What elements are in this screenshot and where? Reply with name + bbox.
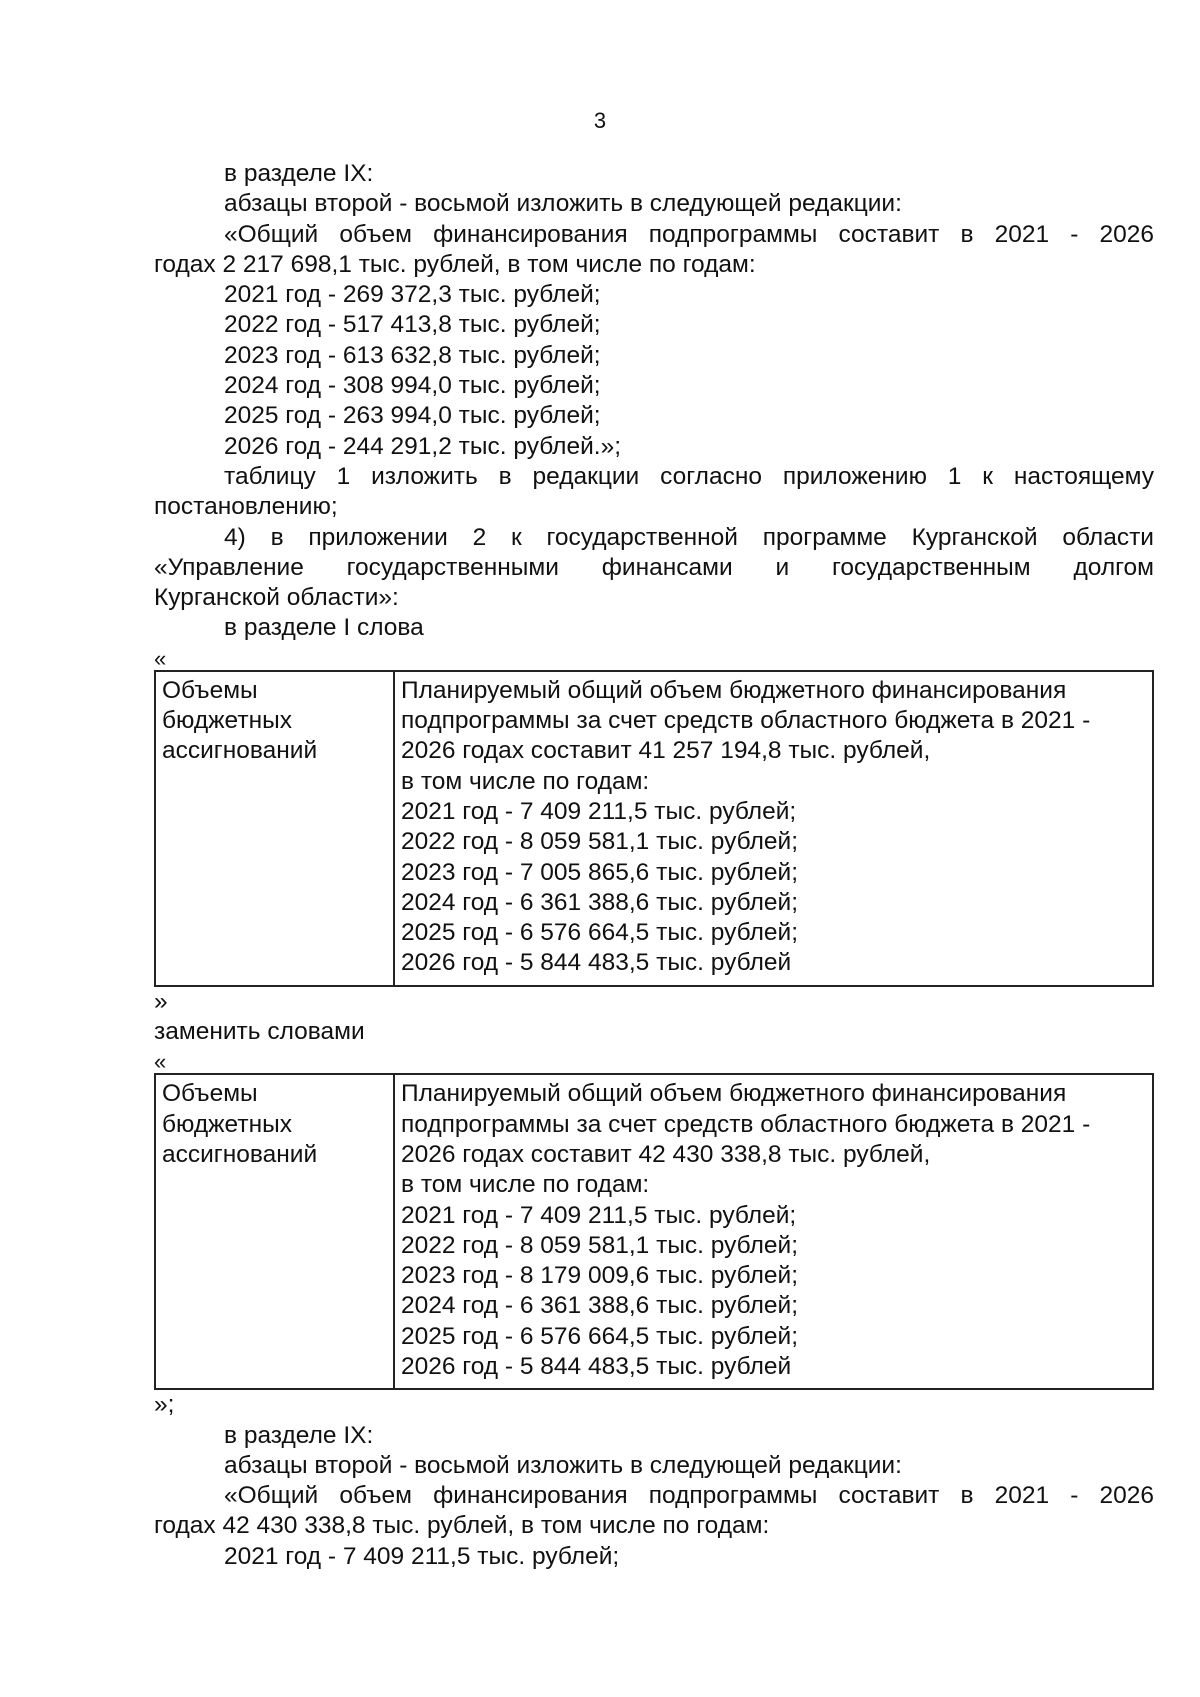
table-text-line: Планируемый общий объем бюджетного финансирования: [401, 1080, 1067, 1108]
section-heading: в разделе IX:: [224, 160, 374, 187]
table-text-line: 2021 год - 7 409 211,5 тыс. рублей;: [401, 797, 797, 825]
page-number: 3: [593, 108, 607, 133]
table-text-line: 2022 год - 8 059 581,1 тыс. рублей;: [401, 1231, 799, 1259]
table-text-line: 2026 год - 5 844 483,5 тыс. рублей: [401, 949, 792, 977]
quote-open-mark: «: [154, 645, 167, 671]
year-line: 2023 год - 613 632,8 тыс. рублей;: [224, 341, 601, 369]
section-words: в разделе I слова: [224, 614, 424, 642]
total-financing-line: «Общий объем финансирования подпрограммы составит в 2021 - 2026: [224, 220, 1154, 248]
table-text-line: 2024 год - 6 361 388,6 тыс. рублей;: [401, 888, 799, 916]
table-text-line: 2023 год - 7 005 865,6 тыс. рублей;: [401, 858, 799, 886]
table-instruction: таблицу 1 изложить в редакции согласно приложению 1 к настоящему: [224, 462, 1154, 490]
table-text-line: 2026 годах составит 42 430 338,8 тыс. рублей,: [401, 1140, 931, 1168]
table-text-line: 2025 год - 6 576 664,5 тыс. рублей;: [401, 1322, 799, 1350]
table-text-line: 2021 год - 7 409 211,5 тыс. рублей;: [401, 1201, 797, 1229]
table-label-line: Объемы: [162, 676, 258, 704]
quote-close-mark: »;: [154, 1391, 175, 1419]
table-label-line: ассигнований: [162, 1140, 318, 1168]
table-instruction: постановлению;: [154, 493, 338, 521]
table-text-line: 2026 год - 5 844 483,5 тыс. рублей: [401, 1352, 792, 1380]
table-text-line: в том числе по годам:: [401, 1171, 650, 1199]
old-budget-table: [154, 670, 1154, 987]
table-label-line: Объемы: [162, 1080, 258, 1108]
table-label-line: бюджетных: [162, 707, 292, 735]
table-text-line: 2022 год - 8 059 581,1 тыс. рублей;: [401, 828, 799, 856]
table-label-line: ассигнований: [162, 737, 318, 765]
table-text-cell: [394, 671, 1153, 986]
instruction-text: абзацы второй - восьмой изложить в следующей редакции:: [224, 190, 902, 218]
section-heading: в разделе IX:: [224, 1421, 374, 1449]
table-text-line: подпрограммы за счет средств областного бюджета в 2021 -: [401, 707, 1091, 735]
item-4-text: Курганской области»:: [154, 584, 399, 612]
total-financing-line: годах 42 430 338,8 тыс. рублей, в том числе по годам:: [154, 1512, 770, 1540]
table-text-line: 2025 год - 6 576 664,5 тыс. рублей;: [401, 919, 799, 947]
total-financing-line: годах 2 217 698,1 тыс. рублей, в том числе по годам:: [154, 250, 756, 278]
year-line: 2026 год - 244 291,2 тыс. рублей.»;: [224, 432, 622, 460]
table-label-cell: [155, 1074, 394, 1389]
table-text-line: в том числе по годам:: [401, 767, 650, 795]
table-text-line: 2026 годах составит 41 257 194,8 тыс. рублей,: [401, 737, 931, 765]
table-text-line: подпрограммы за счет средств областного бюджета в 2021 -: [401, 1110, 1091, 1138]
item-4-text: «Управление государственными финансами и государственным долгом: [154, 553, 1154, 581]
year-line: 2025 год - 263 994,0 тыс. рублей;: [224, 402, 601, 430]
item-4-text: 4) в приложении 2 к государственной программе Курганской области: [224, 523, 1154, 551]
quote-close-mark: »: [154, 987, 168, 1015]
year-line: 2024 год - 308 994,0 тыс. рублей;: [224, 372, 601, 400]
quote-open-mark: «: [154, 1049, 167, 1075]
instruction-text: абзацы второй - восьмой изложить в следующей редакции:: [224, 1451, 902, 1479]
year-line: 2022 год - 517 413,8 тыс. рублей;: [224, 311, 601, 339]
table-text-line: 2024 год - 6 361 388,6 тыс. рублей;: [401, 1292, 799, 1320]
table-text-line: 2023 год - 8 179 009,6 тыс. рублей;: [401, 1262, 799, 1290]
new-budget-table: [154, 1073, 1154, 1390]
table-text-line: Планируемый общий объем бюджетного финансирования: [401, 676, 1067, 704]
year-line: 2021 год - 7 409 211,5 тыс. рублей;: [224, 1542, 620, 1570]
table-label-line: бюджетных: [162, 1110, 292, 1138]
table-text-cell: [394, 1074, 1153, 1389]
document-body: [154, 159, 1154, 1572]
table-label-cell: [155, 671, 394, 986]
year-line: 2021 год - 269 372,3 тыс. рублей;: [224, 281, 601, 309]
replace-words: заменить словами: [154, 1018, 365, 1046]
total-financing-line: «Общий объем финансирования подпрограммы составит в 2021 - 2026: [224, 1482, 1154, 1510]
